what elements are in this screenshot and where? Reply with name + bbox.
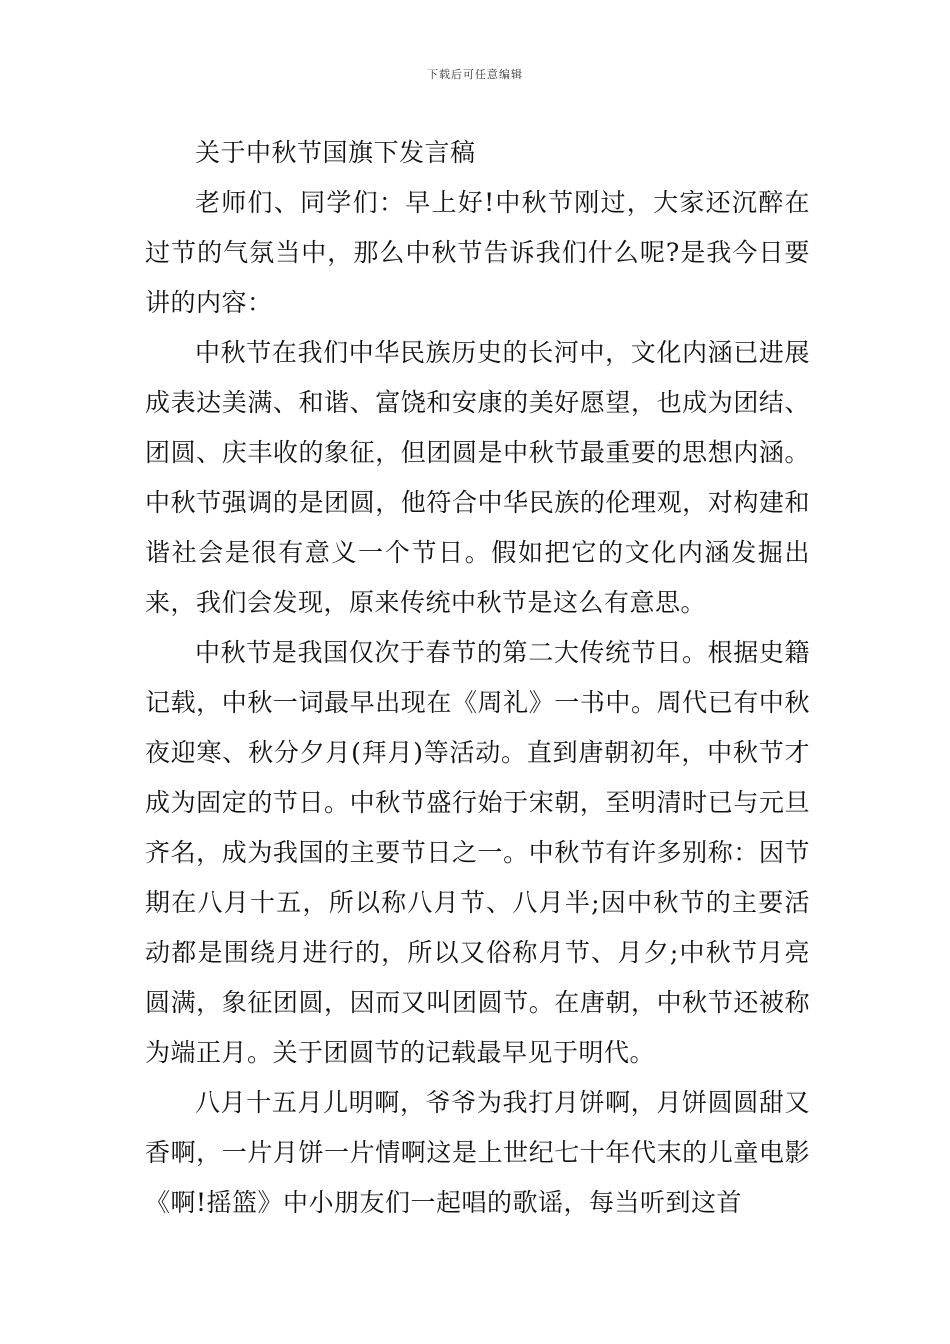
paragraph-cultural-meaning: 中秋节在我们中华民族历史的长河中，文化内涵已进展成表达美满、和谐、富饶和安康的美好愿望，也成为团结、团圆、庆丰收的象征，但团圆是中秋节最重要的思想内涵。中秋节强调的是团圆，他符合中华民族的伦理观，对构建和谐社会是很有意义一个节日。假如把它的文化内涵发掘出来，我们会发现，原来传统中秋节是这么有意思。 bbox=[145, 338, 810, 617]
document-title: 关于中秋节国旗下发言稿 bbox=[195, 138, 476, 167]
paragraph-greeting: 老师们、同学们：早上好!中秋节刚过，大家还沉醉在过节的气氛当中，那么中秋节告诉我们什么呢?是我今日要讲的内容： bbox=[145, 188, 810, 317]
paragraph-song: 八月十五月儿明啊，爷爷为我打月饼啊，月饼圆圆甜又香啊，一片月饼一片情啊这是上世纪七十年代末的儿童电影《啊!摇篮》中小朋友们一起唱的歌谣，每当听到这首 bbox=[145, 1088, 810, 1217]
paragraph-history: 中秋节是我国仅次于春节的第二大传统节日。根据史籍记载，中秋一词最早出现在《周礼》一书中。周代已有中秋夜迎寒、秋分夕月(拜月)等活动。直到唐朝初年，中秋节才成为固定的节日。中秋节盛行始于宋朝，至明清时已与元旦齐名，成为我国的主要节日之一。中秋节有许多别称：因节期在八月十五，所以称八月节、八月半;因中秋节的主要活动都是围绕月进行的，所以又俗称月节、月夕;中秋节月亮圆满，象征团圆，因而又叫团圆节。在唐朝，中秋节还被称为端正月。关于团圆节的记载最早见于明代。 bbox=[145, 638, 810, 1067]
document-body bbox=[145, 128, 810, 1228]
page-header-note: 下载后可任意编辑 bbox=[427, 68, 523, 81]
